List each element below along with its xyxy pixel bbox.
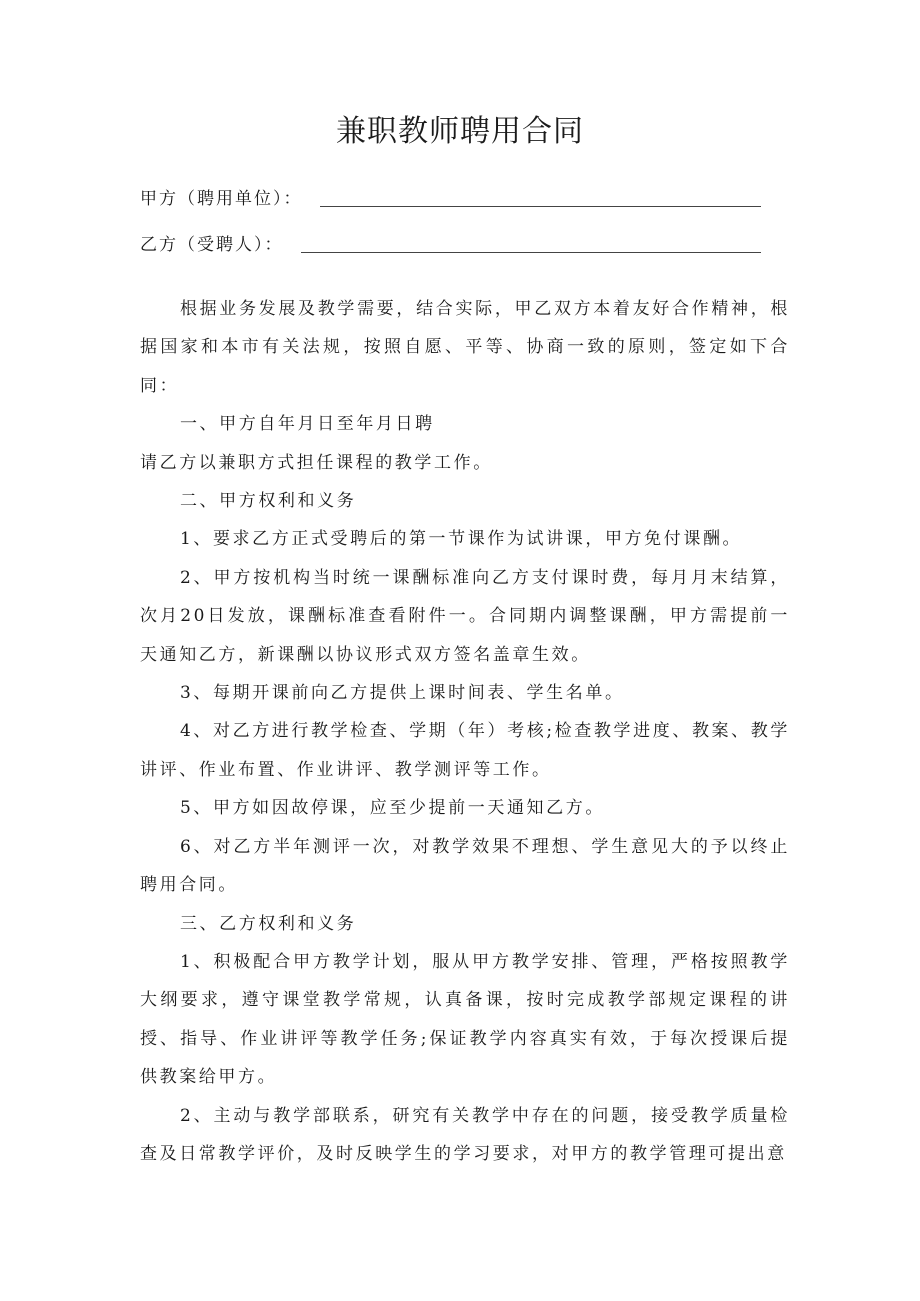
party-a-label: 甲方（聘用单位）：: [140, 189, 303, 209]
party-b-label: 乙方（受聘人）：: [140, 235, 284, 255]
document-title: 兼职教师聘用合同: [336, 114, 584, 149]
paragraph-section-1-continued: 请乙方以兼职方式担任课程的教学工作。: [140, 452, 493, 473]
paragraph-2-3: 3、每期开课前向乙方提供上课时间表、学生名单。: [179, 683, 625, 704]
paragraph-2-1: 1、要求乙方正式受聘后的第一节课作为试讲课，甲方免付课酬。: [179, 529, 743, 550]
paragraph-2-4: 4、对乙方进行教学检查、学期（年）考核;检查教学进度、教案、教学讲评、作业布置、作业讲评、教学测评等工作。: [140, 721, 790, 780]
paragraph-2-2: 2、甲方按机构当时统一课酬标准向乙方支付课时费，每月月末结算，次月20日发放，课酬标准查看附件一。合同期内调整课酬，甲方需提前一天通知乙方，新课酬以协议形式双方签名盖章生效。: [140, 567, 790, 665]
party-a-blank: [320, 206, 761, 207]
party-a-line: [140, 184, 303, 214]
paragraph-3-1: 1、积极配合甲方教学计划，服从甲方教学安排、管理，严格按照教学大纲要求，遵守课堂教学常规，认真备课，按时完成教学部规定课程的讲授、指导、作业讲评等教学任务;保证教学内容真实有效，于每次授课后提供教案给甲方。: [140, 951, 790, 1088]
party-b-line: [140, 230, 284, 260]
paragraph-2-6: 6、对乙方半年测评一次，对教学效果不理想、学生意见大的予以终止聘用合同。: [140, 836, 790, 896]
paragraph-2-5: 5、甲方如因故停课，应至少提前一天通知乙方。: [179, 798, 605, 819]
heading-section-3: 三、乙方权利和义务: [179, 913, 357, 934]
heading-section-2: 二、甲方权利和义务: [179, 491, 357, 512]
paragraph-preamble: 根据业务发展及教学需要，结合实际，甲乙双方本着友好合作精神，根据国家和本市有关法规，按照自愿、平等、协商一致的原则，签定如下合同：: [140, 299, 790, 396]
paragraph-3-2: 2、主动与教学部联系，研究有关教学中存在的问题，接受教学质量检查及日常教学评价，及时反映学生的学习要求，对甲方的教学管理可提出意: [140, 1105, 790, 1164]
paragraph-section-1: 一、甲方自年月日至年月日聘: [179, 414, 435, 435]
contract-body: [140, 290, 790, 1173]
party-b-blank: [301, 252, 761, 253]
